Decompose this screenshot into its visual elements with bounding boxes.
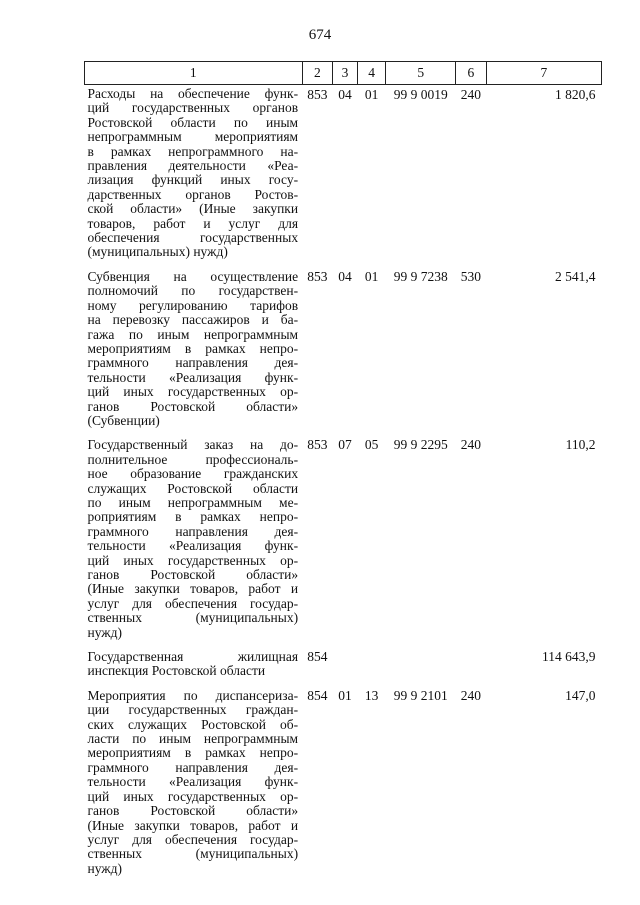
description-line: граммного направления дея- [87, 523, 299, 539]
chapter-code: 854 [307, 649, 328, 665]
expense-type-code [456, 644, 487, 683]
description-line: (Субвенции) [87, 412, 160, 428]
description-line: товаров, работ и услуг для [87, 215, 299, 231]
amount: 1 820,6 [555, 87, 596, 102]
chapter-code: 853 [307, 87, 328, 102]
description-line: ное образование гражданских [87, 466, 299, 482]
description-line: ской области» (Иные закупки [87, 201, 299, 217]
table-body [85, 85, 602, 881]
chapter-code: 853 [307, 268, 328, 284]
description-line: нужд) [87, 860, 122, 876]
row-description [85, 683, 303, 880]
description-line: Субвенция на осуществление [87, 268, 299, 284]
description-line: ганов Ростовской области» [87, 398, 299, 414]
description-line: мероприятиям в рамках непро- [87, 340, 299, 356]
section-code: 07 [338, 437, 352, 453]
description-line: граммного направления дея- [87, 355, 299, 371]
row-description [85, 85, 303, 264]
amount: 114 643,9 [542, 649, 596, 665]
description-line: правления деятельности «Реа- [87, 158, 299, 174]
chapter-code: 854 [307, 687, 328, 703]
description-line: инспекция Ростовской области [87, 663, 266, 679]
column-header-7: 7 [486, 62, 601, 85]
description-line: служащих Ростовской области [87, 480, 299, 496]
target-article-code [386, 644, 456, 683]
subsection-code [357, 644, 386, 683]
description-line: полномочий по государствен- [87, 283, 299, 299]
description-line: ских служащих Ростовской об- [87, 716, 299, 732]
description-line: тельности «Реализация функ- [87, 369, 299, 385]
subsection-code: 13 [364, 687, 379, 703]
description-line: ственных (муниципальных) [87, 846, 299, 862]
table-row [85, 432, 602, 644]
description-line: по иным непрограммным ме- [87, 494, 299, 510]
description-line: Государственная жилищная [87, 649, 299, 665]
expense-type-code: 240 [460, 437, 481, 453]
table-row [85, 264, 602, 432]
description-line: услуг для обеспечения государ- [87, 831, 299, 847]
description-line: мероприятиям в рамках непро- [87, 745, 299, 761]
section-code: 04 [338, 87, 352, 102]
target-article-code: 99 9 2295 [393, 437, 448, 453]
column-header-4: 4 [357, 62, 386, 85]
row-description [85, 432, 303, 644]
subsection-code: 01 [364, 87, 379, 102]
description-line: Государственный заказ на до- [87, 437, 299, 453]
description-line: ций иных государственных ор- [87, 788, 299, 804]
description-line: Ростовской области по иным [87, 114, 299, 130]
target-article-code: 99 9 0019 [393, 87, 448, 102]
description-line: в рамках непрограммного на- [87, 143, 299, 159]
description-line: (Иные закупки товаров, работ и [87, 581, 299, 597]
description-line: ному регулированию тарифов [87, 297, 299, 313]
table-row [85, 644, 602, 683]
description-line: непрограммным мероприятиям [87, 129, 299, 145]
row-description [85, 264, 303, 432]
description-line: роприятиям в рамках непро- [87, 509, 299, 525]
description-line: гажа по иным непрограммным [87, 326, 299, 342]
description-line: услуг для обеспечения государ- [87, 595, 299, 611]
section-code [333, 644, 358, 683]
column-header-3: 3 [333, 62, 358, 85]
budget-table [84, 61, 602, 880]
column-header-5: 5 [386, 62, 456, 85]
description-line: граммного направления дея- [87, 759, 299, 775]
row-description [85, 644, 303, 683]
section-code: 04 [338, 268, 352, 284]
chapter-code: 853 [307, 437, 328, 453]
amount: 110,2 [565, 437, 596, 453]
description-line: тельности «Реализация функ- [87, 538, 299, 554]
expense-type-code: 240 [460, 687, 481, 703]
table-row [85, 683, 602, 880]
target-article-code: 99 9 7238 [393, 268, 448, 284]
description-line: тельности «Реализация функ- [87, 774, 299, 790]
description-line: (Иные закупки товаров, работ и [87, 817, 299, 833]
description-line: (муниципальных) нужд) [87, 244, 228, 260]
subsection-code: 05 [364, 437, 379, 453]
description-line: ций государственных органов [87, 100, 299, 116]
table-row [85, 85, 602, 264]
target-article-code: 99 9 2101 [393, 687, 448, 703]
description-line: полнительное профессиональ- [87, 451, 299, 467]
description-line: ций иных государственных ор- [87, 384, 299, 400]
description-line: дарственных органов Ростов- [87, 186, 299, 202]
expense-type-code: 530 [460, 268, 481, 284]
description-line: ласти по иным непрограммным [87, 731, 299, 747]
description-line: ственных (муниципальных) [87, 610, 299, 626]
description-line: обеспечения государственных [87, 230, 299, 246]
description-line: Мероприятия по диспансериза- [87, 687, 299, 703]
description-line: ганов Ростовской области» [87, 567, 299, 582]
section-code: 01 [338, 687, 352, 703]
column-header-6: 6 [456, 62, 487, 85]
column-header-1: 1 [85, 62, 303, 85]
description-line: ций иных государственных ор- [87, 552, 299, 568]
description-line: ганов Ростовской области» [87, 803, 299, 819]
description-line: на перевозку пассажиров и ба- [87, 312, 299, 328]
page-number: 674 [308, 27, 332, 43]
header-row [85, 62, 602, 85]
amount: 147,0 [565, 687, 596, 703]
column-header-2: 2 [302, 62, 333, 85]
description-line: нужд) [87, 624, 122, 640]
amount: 2 541,4 [555, 268, 596, 284]
expense-type-code: 240 [460, 87, 481, 102]
description-line: Расходы на обеспечение функ- [87, 86, 299, 101]
description-line: ции государственных граждан- [87, 702, 299, 718]
subsection-code: 01 [364, 268, 379, 284]
description-line: лизация функций иных госу- [87, 172, 299, 188]
